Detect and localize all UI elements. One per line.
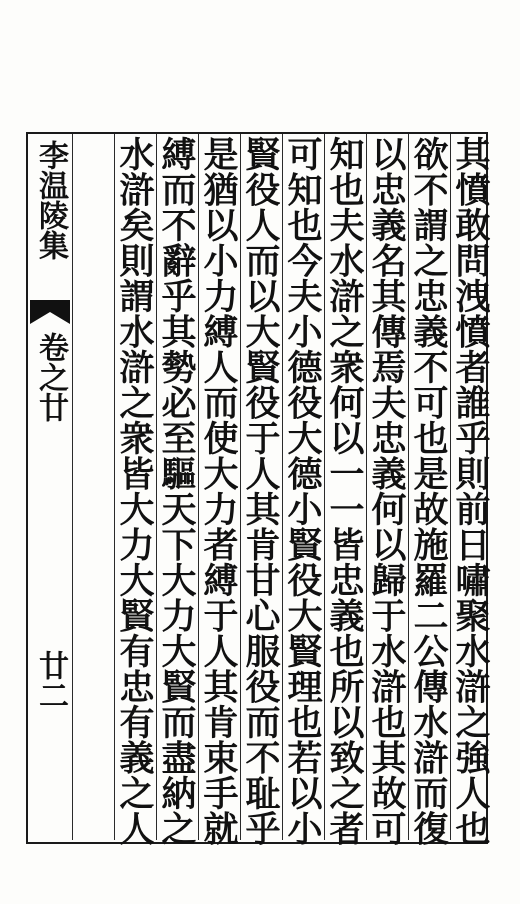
text-column-5: 可知也今夫小德役大德小賢役大賢理也若以小 <box>282 136 323 846</box>
text-column-4: 知也夫水滸之衆何以一一皆忠義也所以致之者 <box>324 136 365 846</box>
page-number: 廿二 <box>33 650 68 710</box>
text-column-1: 其憤敢問洩憤者誰乎則前日嘯聚水滸之強人也 <box>450 136 491 846</box>
column-rule <box>72 134 73 840</box>
fishtail-mark-icon <box>30 300 70 324</box>
text-column-8: 縛而不辭乎其勢必至驅天下大力大賢而盡納之 <box>156 136 197 846</box>
text-column-6: 賢役人而以大賢役于人其肯甘心服役而不耻乎 <box>240 136 281 846</box>
volume-label: 卷之廿 <box>33 332 68 422</box>
text-column-7: 是猶以小力縛人而使大力者縛于人其肯束手就 <box>198 136 239 846</box>
text-column-9: 水滸矣則謂水滸之衆皆大力大賢有忠有義之人 <box>114 136 155 846</box>
book-title: 李温陵集 <box>33 140 68 260</box>
text-column-2: 欲不謂之忠義不可也是故施羅二公傳水滸而復 <box>408 136 449 846</box>
text-column-3: 以忠義名其傳焉夫忠義何以歸于水滸也其故可 <box>366 136 407 846</box>
